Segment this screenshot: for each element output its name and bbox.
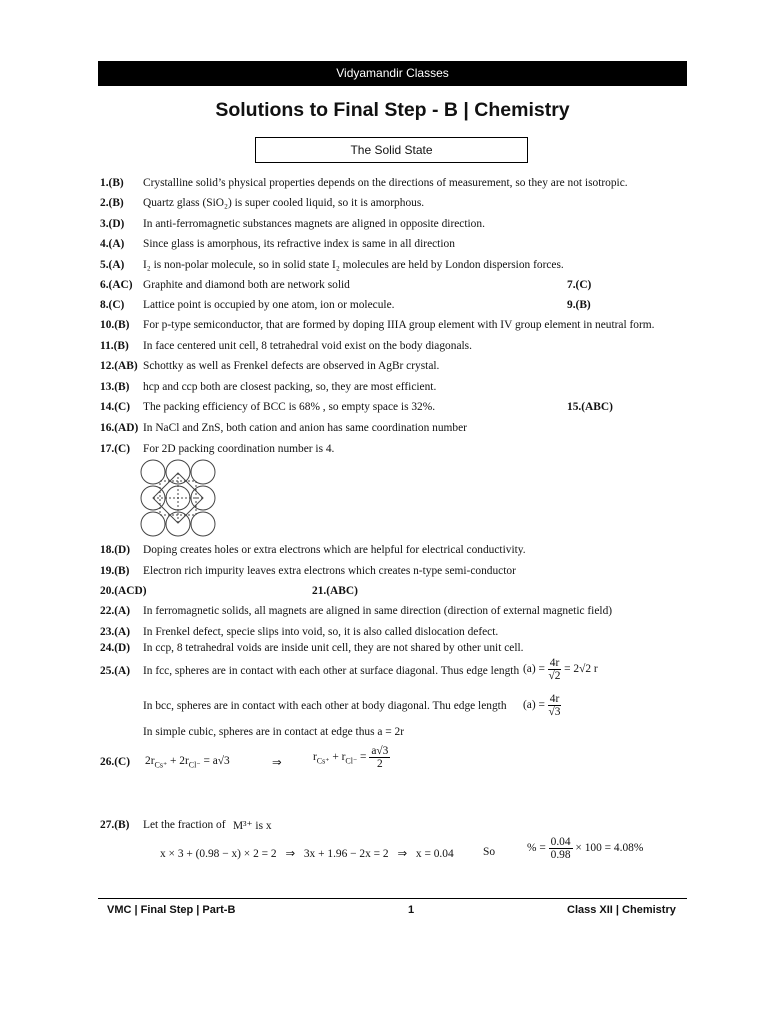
q26-result: = a√3	[203, 755, 230, 767]
answer-number: 23.(A)	[100, 626, 131, 638]
answer-number: 18.(D)	[100, 544, 131, 556]
answer-number: 19.(B)	[100, 565, 130, 577]
bcc-numerator: 4r	[549, 693, 560, 705]
answer-text: Quartz glass (SiO₂) is super cooled liquid, so it is amorphous.	[143, 197, 425, 209]
q26-cl-sub-2: Cl⁻	[345, 756, 358, 766]
answer-text: In anti-ferromagnetic substances magnets are aligned in opposite direction.	[143, 218, 485, 230]
answer-number-side: 15.(ABC)	[567, 401, 613, 413]
answer-number: 1.(B)	[100, 177, 124, 189]
page-title: Solutions to Final Step - B | Chemistry	[215, 99, 570, 121]
q26-numerator: a√3	[371, 745, 389, 757]
bcc-equation	[523, 693, 561, 718]
q27-denominator: 0.98	[550, 849, 571, 861]
q27-eq3: x = 0.04	[415, 848, 454, 860]
q27-ion	[233, 818, 272, 832]
answer-number: 4.(A)	[100, 238, 125, 250]
implies-arrow-1: ⇒	[272, 757, 282, 769]
q27-percent	[527, 836, 643, 861]
answer-number-mid: 21.(ABC)	[312, 585, 358, 597]
answer-text: In face centered unit cell, 8 tetrahedral void exist on the body diagonals.	[143, 340, 472, 352]
implies-arrow-2: ⇒	[285, 848, 295, 860]
fcc-numerator: 4r	[549, 657, 560, 669]
q26-fraction	[369, 745, 390, 770]
q27-so: So	[483, 846, 496, 858]
answer-text: Electron rich impurity leaves extra electrons which creates n-type semi-conductor	[143, 565, 516, 577]
answer-number: 12.(AB)	[100, 360, 138, 372]
answer-text: For 2D packing coordination number is 4.	[143, 443, 335, 455]
header-banner: Vidyamandir Classes	[98, 61, 687, 86]
q26-r1: r	[313, 751, 317, 764]
answer-text: In simple cubic, spheres are in contact at edge thus a = 2r	[143, 726, 405, 738]
answer-number: 26.(C)	[100, 756, 131, 768]
fcc-lhs: (a) =	[523, 663, 545, 676]
answer-text: I₂ is non-polar molecule, so in solid state I₂ molecules are held by London dispersion forces.	[143, 259, 564, 271]
answer-number: 17.(C)	[100, 443, 131, 455]
footer-left: VMC | Final Step | Part-B	[107, 904, 236, 916]
answer-text: Graphite and diamond both are network solid	[143, 279, 350, 291]
answer-text: Lattice point is occupied by one atom, ion or molecule.	[143, 299, 395, 311]
q26-cl-sub: Cl⁻	[188, 760, 201, 770]
answer-number: 16.(AD)	[100, 422, 139, 434]
q27-result: × 100 = 4.08%	[575, 842, 644, 855]
answer-text: In ferromagnetic solids, all magnets are aligned in same direction (direction of external magnetic field)	[143, 605, 613, 617]
q27-pct-label: % =	[527, 842, 546, 855]
q26-term-1: 2r	[145, 755, 155, 767]
answer-text: In bcc, spheres are in contact with each other at body diagonal. Thu edge length	[143, 700, 507, 712]
footer-right: Class XII | Chemistry	[567, 904, 676, 916]
answer-text: For p-type semiconductor, that are formed by doping IIIA group element with IV group element in neutral form.	[143, 319, 655, 331]
answer-number: 8.(C)	[100, 299, 125, 311]
q27-equation	[160, 846, 454, 860]
fcc-denominator: √2	[548, 670, 561, 682]
q26-cs-sub-2: Cs⁺	[316, 756, 330, 766]
answer-text: Crystalline solid’s physical properties depends on the directions of measurement, so they are not isotropic.	[143, 177, 628, 189]
answer-number-side: 9.(B)	[567, 299, 591, 311]
fcc-rhs: = 2√2 r	[564, 663, 598, 676]
answer-number: 27.(B)	[100, 819, 130, 831]
answer-text: In NaCl and ZnS, both cation and anion has same coordination number	[143, 422, 467, 434]
answer-text: Let the fraction of	[143, 819, 226, 831]
answer-number: 2.(B)	[100, 197, 124, 209]
answer-text: Since glass is amorphous, its refractive index is same in all direction	[143, 238, 455, 250]
answer-number: 14.(C)	[100, 401, 131, 413]
answer-number: 13.(B)	[100, 381, 130, 393]
q26-equation-2	[313, 745, 390, 770]
q26-equation-1	[145, 755, 230, 769]
answer-number: 22.(A)	[100, 605, 131, 617]
page-number: 1	[408, 904, 415, 916]
q27-eq1: x × 3 + (0.98 − x) × 2 = 2	[160, 848, 277, 860]
answer-text: Doping creates holes or extra electrons which are helpful for electrical conductivity.	[143, 544, 526, 556]
answer-text: The packing efficiency of BCC is 68% , so empty space is 32%.	[143, 401, 436, 413]
answer-number: 6.(AC)	[100, 279, 133, 291]
answer-number: 11.(B)	[100, 340, 129, 352]
q26-cs-sub: Cs⁺	[154, 760, 168, 770]
section-title: The Solid State	[255, 137, 528, 163]
q26-r2: + r	[332, 751, 346, 764]
q27-ion-label: M³⁺	[233, 820, 253, 832]
answer-text: Schottky as well as Frenkel defects are observed in AgBr crystal.	[143, 360, 440, 372]
answer-number: 10.(B)	[100, 319, 130, 331]
answer-number: 5.(A)	[100, 259, 125, 271]
answer-text: In ccp, 8 tetrahedral voids are inside unit cell, they are not shared by other unit cell.	[143, 642, 524, 654]
q27-is-x: is x	[255, 820, 272, 832]
bcc-denominator: √3	[548, 706, 561, 718]
packing-diagram	[140, 459, 216, 537]
answer-number: 25.(A)	[100, 665, 131, 677]
bcc-fraction	[548, 693, 562, 718]
answer-text: In Frenkel defect, specie slips into void, so, it is also called dislocation defect.	[143, 626, 499, 638]
answer-number: 20.(ACD)	[100, 585, 147, 597]
fcc-equation	[523, 657, 598, 682]
implies-arrow-3: ⇒	[397, 848, 408, 860]
answer-number: 24.(D)	[100, 642, 131, 654]
q27-fraction	[549, 836, 573, 861]
answer-number-side: 7.(C)	[567, 279, 592, 291]
answer-text: hcp and ccp both are closest packing, so, they are most efficient.	[143, 381, 437, 393]
answer-text: In fcc, spheres are in contact with each other at surface diagonal. Thus edge length	[143, 665, 520, 677]
answer-number: 3.(D)	[100, 218, 125, 230]
fcc-fraction	[548, 657, 562, 682]
q27-eq2: 3x + 1.96 − 2x = 2	[303, 848, 389, 860]
q26-term-2: + 2r	[170, 755, 189, 767]
footer-divider	[98, 898, 687, 899]
q27-numerator: 0.04	[550, 836, 571, 848]
q26-eq2: =	[360, 751, 367, 764]
q26-denominator: 2	[377, 758, 383, 770]
bcc-lhs: (a) =	[523, 699, 545, 712]
